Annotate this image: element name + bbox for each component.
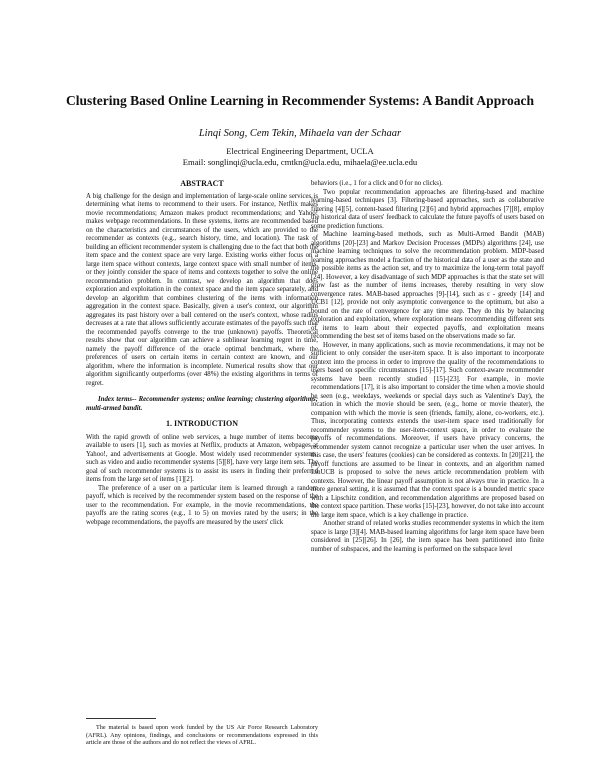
affiliation: Electrical Engineering Department, UCLA: [226, 146, 374, 156]
right-paragraph-2: Machine learning-based methods, such as Multi-Armed Bandit (MAB) algorithms [20]-[23] and Markov Decision Processes (MDPs) algorithms [24], use machine learning techniques to solve the recommendation problem. MDP-based learning approaches model a fraction of the historical data of a user as the state and the possible items as the action set, and try to maximize the long-term total payoff [24]. However, a key disadvantage of such MDP approaches is that the state set will grow fast as the number of items increases, thereby resulting in very slow convergence rates. MAB-based approaches [9]-[14], such as ε - greedy [14] and UCB1 [12], provide not only asymptotic convergence to the optimum, but also a bound on the rate of convergence for any time step. They do this by balancing exploration and exploitation, where exploration means recommending different sets of items to learn about their expected payoffs, and exploitation means recommending the best set of items based on the observations made so far.: [311, 231, 544, 340]
author-list: Linqi Song, Cem Tekin, Mihaela van der Schaar: [198, 128, 402, 139]
email-line: Email: songlinqi@ucla.edu, cmtkn@ucla.edu, mihaela@ee.ucla.edu: [182, 157, 418, 167]
footnote-rule: [86, 718, 156, 719]
footnote: The material is based upon work funded by the US Air Force Research Laboratory (AFRL). Any opinions, findings, and conclusions or recommendations expressed in this article are those of the authors and do not reflect the views of AFRL.: [86, 724, 318, 747]
right-paragraph-3: However, in many applications, such as movie recommendations, it may not be sufficient to only consider the user-item space. It is also important to incorporate context into the process in order to improve the quality of the recommendations to users based on specific circumstances [15]-[17]. Such context-aware recommender systems have been recently studied [15]-[23]. For example, in movie recommendations [17], it is also important to consider the time when a movie should be seen (e.g., weekdays, weekends or special days such as Valentine's Day), the location in which the movie should be seen, (e.g., home or movie theater), the companion with which the movie is seen (friends, family, alone, co-workers, etc.). Thus, incorporating contexts extends the user-item space used traditionally for recommender systems to the user-item-context space, in order to evaluate the payoffs of recommendations. Moreover, if users have privacy concerns, the recommender system cannot recognize a particular user when the user arrives. In this case, the users' features (cookies) can be considered as contexts. In [20][21], the payoff functions are assumed to be linear in contexts, and an algorithm named LinUCB is proposed to solve the news article recommendation problem with contexts. However, the linear payoff assumption is not always true in practice. In a more general setting, it is assumed that the context space is a bounded metric space with a Lipschitz condition, and recommendation algorithms are proposed based on the context space partition. These works [15]-[23], however, do not take into account the large item space, which is a key challenge in practice.: [311, 341, 544, 519]
right-paragraph-0: behaviors (i.e., 1 for a click and 0 for no clicks).: [311, 180, 443, 187]
intro-paragraph-2: The preference of a user on a particular item is learned through a random payoff, which is received by the recommender system based on the response of the user to the recommendation. For example, in the movie recommendations, the payoffs are the rating scores (e.g., 1 to 5) on movies rated by the users; in the webpage recommendations, the payoffs are measured by the users' click: [86, 484, 318, 526]
left-column: [86, 180, 318, 527]
right-paragraph-1: Two popular recommendation approaches are filtering-based and machine learning-based techniques [3]. Filtering-based approaches, such as collaborative filtering [4][5], content-based filtering [2][6] and hybrid approaches [7][8], employ the historical data of users' feedback to calculate the future payoffs of users based on some prediction functions.: [311, 188, 544, 230]
introduction-heading: 1. INTRODUCTION: [165, 419, 238, 428]
affiliation-block: [0, 146, 600, 168]
abstract-text: A big challenge for the design and implementation of large-scale online services is determining what items to recommend to their users. For instance, Netflix makes movie recommendations; Amazon makes product recommendations; and Yahoo! makes webpage recommendations. In these systems, items are recommended based on the characteristics and circumstances of the users, which are provided to the recommender as contexts (e.g., search history, time, and location). The task of building an efficient recommender system is challenging due to the fact that both the item space and the context space are very large. Existing works either focus on a large item space without contexts, large context space with small number of items, or they jointly consider the space of items and contexts together to solve the online recommendation problem. In contrast, we develop an algorithm that does exploration and exploitation in the context space and the item space separately, and develop an algorithm that combines clustering of the items with information aggregation in the context space. Basically, given a user's context, our algorithm aggregates its past history over a ball centered on the user's context, whose radius decreases at a rate that allows sufficiently accurate estimates of the payoffs such that the recommended payoffs converge to the true (unknown) payoffs. Theoretical results show that our algorithm can achieve a sublinear learning regret in time, namely the payoff difference of the oracle optimal benchmark, where the preferences of users on certain items in certain context are known, and our algorithm, where the information is incomplete. Numerical results show that our algorithm significantly outperforms (over 48%) the existing algorithms in terms of regret.: [86, 192, 318, 387]
abstract-heading: ABSTRACT: [180, 179, 224, 188]
right-column: [311, 180, 544, 554]
index-terms: Index terms-- Recommender systems; online learning; clustering algorithms; multi-armed bandit.: [86, 396, 318, 412]
intro-paragraph-1: With the rapid growth of online web services, a huge number of items become available to users [1], such as movies at Netflix, products at Amazon, webpages at Yahoo!, and advertisements at Google. Most widely used recommender systems, such as video and audio recommender systems [5][8], have very large item sets. The goal of such recommender systems is to assist its users in finding their preferred items from the large set of items [1][2].: [86, 433, 318, 483]
paper-title: Clustering Based Online Learning in Recommender Systems: A Bandit Approach: [66, 93, 534, 108]
right-paragraph-4: Another strand of related works studies recommender systems in which the item space is large [3][4]. MAB-based learning algorithms for large item space have been considered in [25][26]. In [26], the item space has been partitioned into finite number of subspaces, and the learning is performed on the subspace level: [311, 520, 544, 553]
